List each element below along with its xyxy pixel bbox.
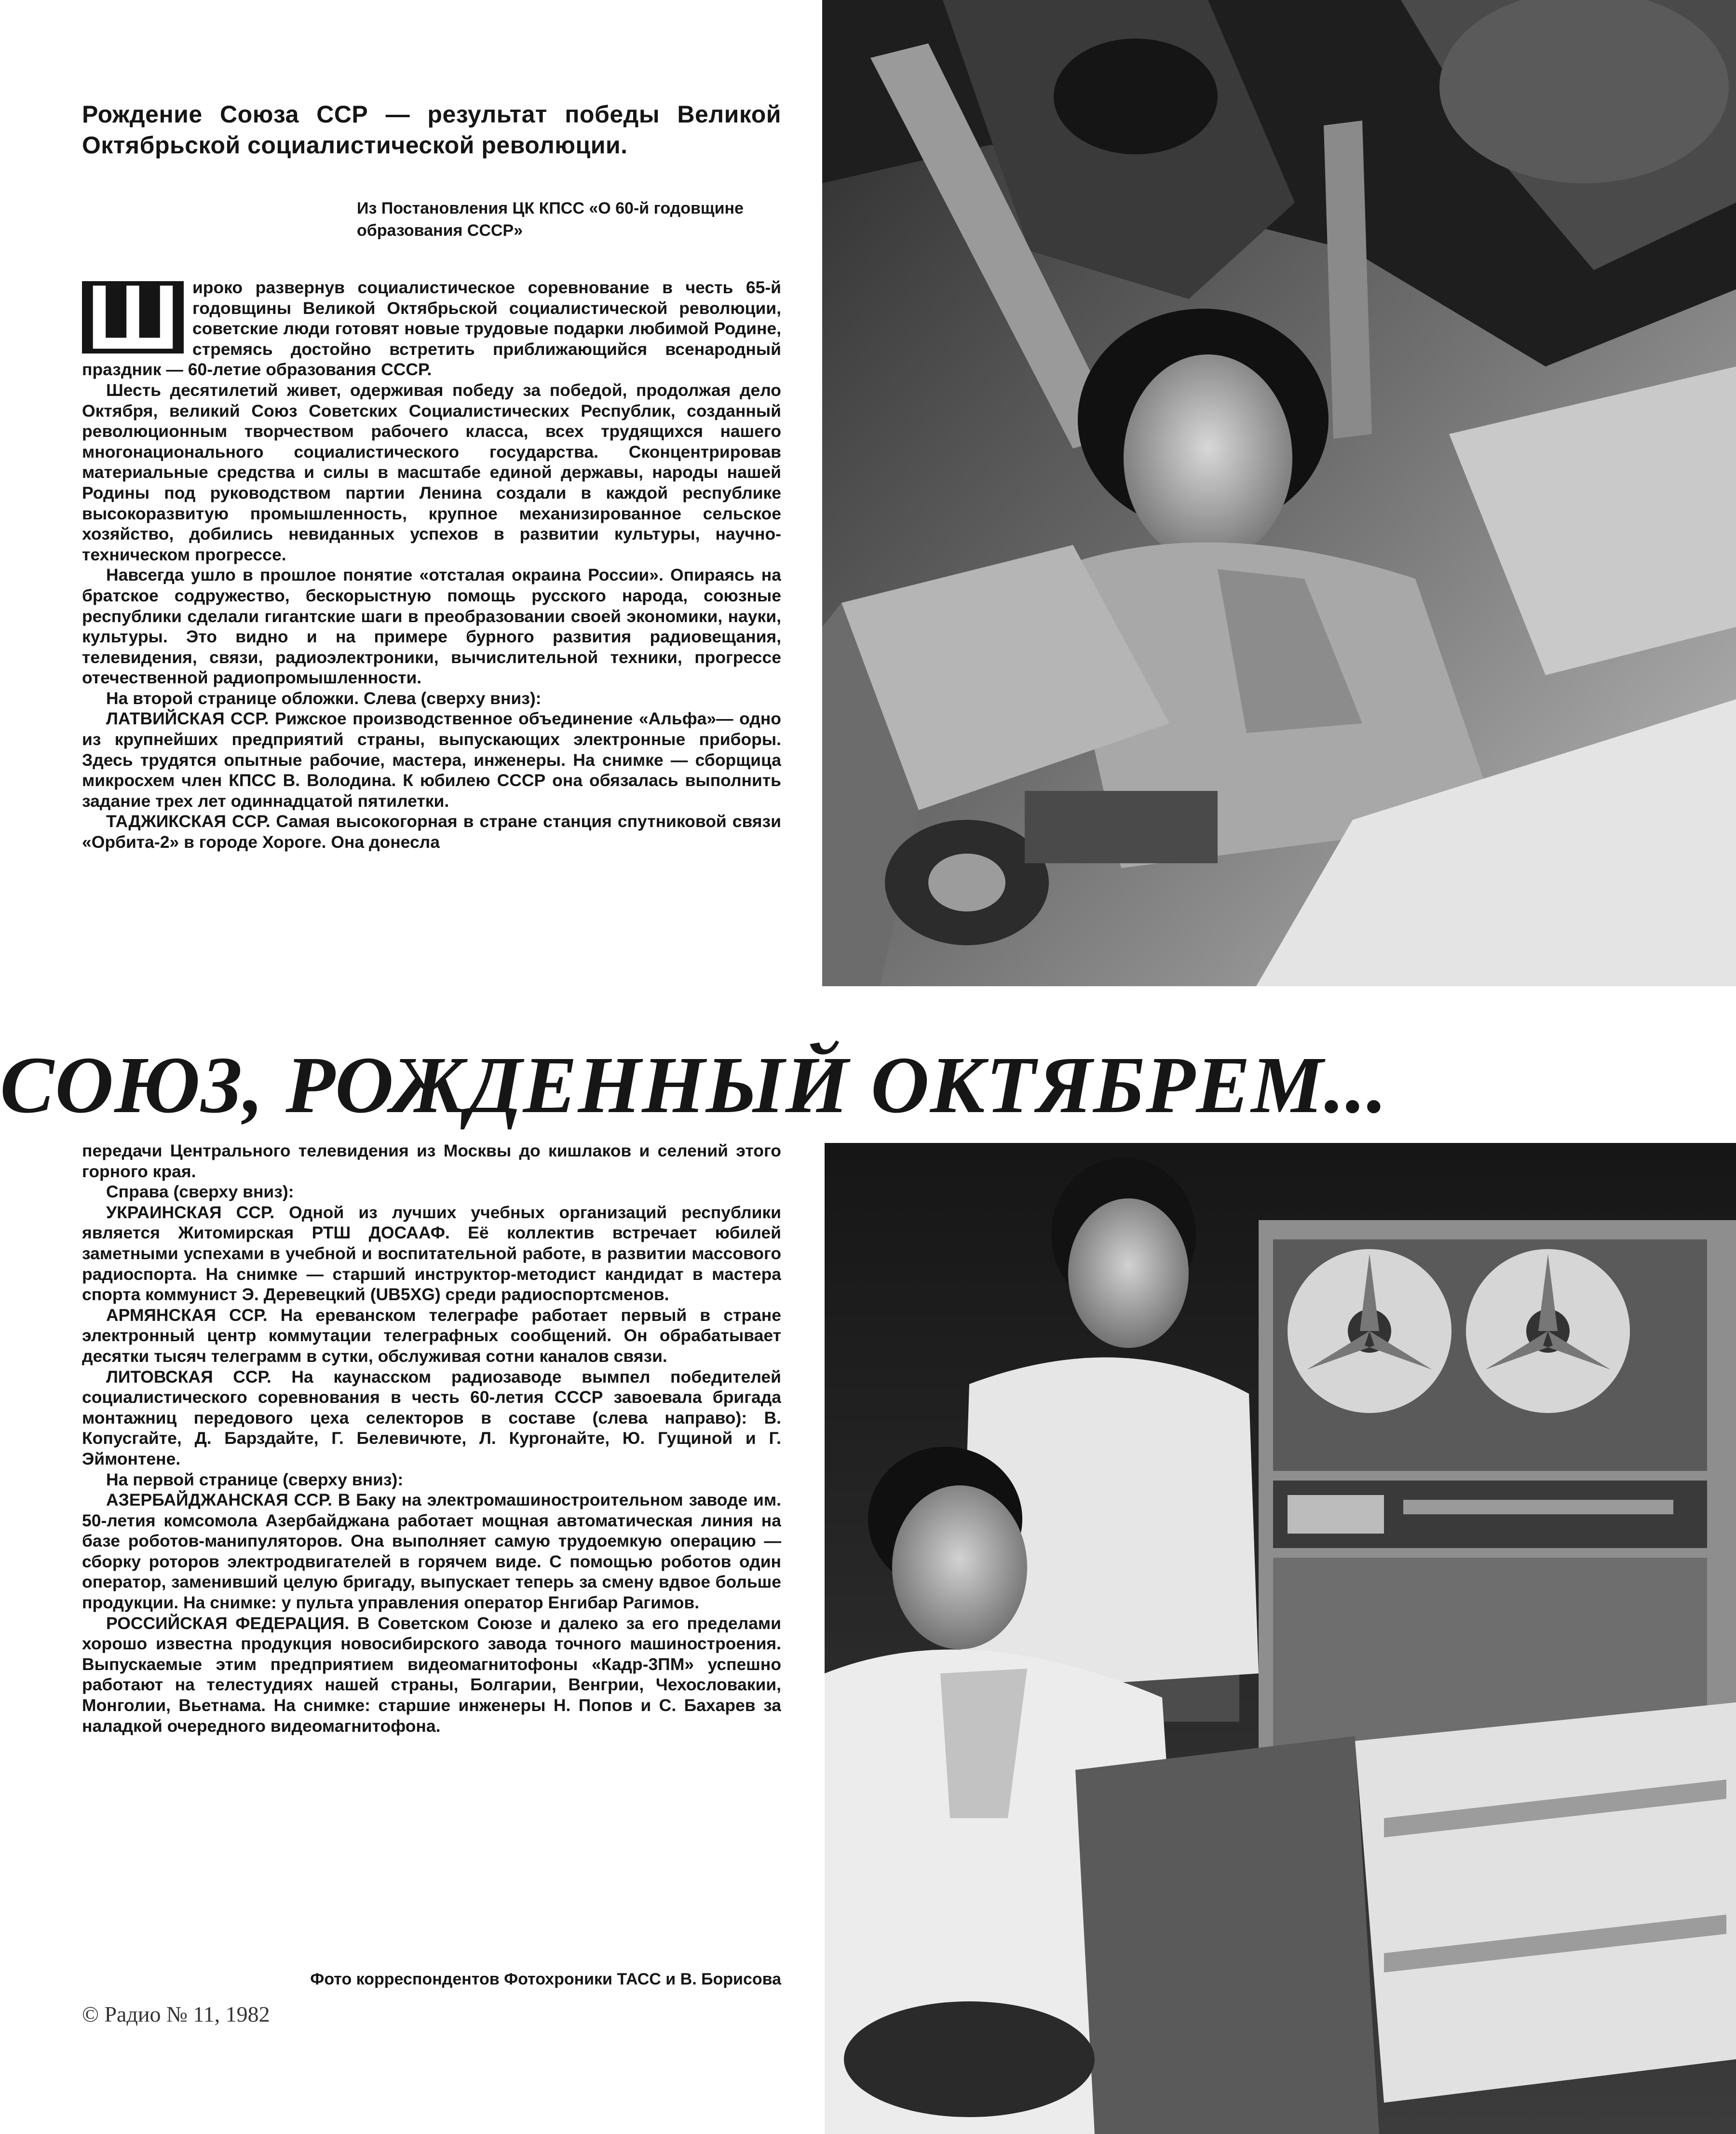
article-paragraph: На первой странице (сверху вниз): [106, 1469, 404, 1489]
photo-assembly-worker [822, 0, 1736, 986]
article-paragraph: АРМЯНСКАЯ ССР. На ереванском телеграфе работает первый в стране электронный центр коммутации телеграфных сообщений. Он обрабатывает десятки тысяч телеграмм в сутки, обслуживая сотни каналов связи. [82, 1305, 781, 1366]
article-paragraph: ЛАТВИЙСКАЯ ССР. Рижское производственное объединение «Альфа»— одно из крупнейших предприятий страны, выпускающих электронные приборы. Здесь трудятся опытные рабочие, мастера, инженеры. На снимке — сборщица микросхем член КПСС В. Володина. К юбилею СССР она обязалась выполнить задание трех лет одиннадцатой пятилетки. [82, 709, 781, 811]
epigraph-source: Из Постановления ЦК КПСС «О 60-й годовщине образования СССР» [357, 199, 744, 240]
article-paragraph: Навсегда ушло в прошлое понятие «отсталая окраина России». Опираясь на братское содружество, бескорыстную помощь русского народа, союзные республики сделали гигантские шаги в преобразовании своей экономики, науки, культуры. Это видно и на примере бурного развития радиовещания, телевидения, связи, радиоэлектроники, вычислительной техники, прогрессе отечественной радиопромышленности. [82, 565, 781, 688]
article-paragraph: ТАДЖИКСКАЯ ССР. Самая высокогорная в стране станция спутниковой связи «Орбита-2» в городе Хороге. Она донесла [82, 812, 781, 852]
headline: СОЮЗ, РОЖДЕННЫЙ ОКТЯБРЕМ... [0, 1040, 1388, 1130]
article-paragraph: Шесть десятилетий живет, одерживая победу за победой, продолжая дело Октября, великий Союз Советских Социалистических Республик, созданный революционным творчеством рабочего класса, всех трудящихся нашего многонационального социалистического государства. Сконцентрировав материальные средства и силы в масштабе единой державы, народы нашей Родины под руководством партии Ленина создали в каждой республике высокоразвитую промышленность, крупное механизированное сельское хозяйство, добились невиданных успехов в развитии культуры, научно-техническом прогрессе. [82, 380, 781, 564]
article-paragraph: АЗЕРБАЙДЖАНСКАЯ ССР. В Баку на электромашиностроительном заводе им. 50-летия комсомола Азербайджана работает мощная автоматическая линия на базе роботов-манипуляторов. Она выполняет самую трудоемкую операцию — сборку роторов электродвигателей в горячем виде. С помощью роботов один оператор, заменивший целую бригаду, выпускает теперь за смену вдвое больше продукции. На снимке: у пульта управления оператор Енгибар Рагимов. [82, 1490, 781, 1613]
article-paragraph: УКРАИНСКАЯ ССР. Одной из лучших учебных организаций республики является Житомирская РТШ ДОСААФ. Её коллектив встречает юбилей заметными успехами в учебной и воспитательной работе, в развитии массового радиоспорта. На снимке — старший инструктор-методист кандидат в мастера спорта коммунист Э. Деревецкий (UB5XG) среди радиоспортсменов. [82, 1202, 781, 1305]
drop-cap: Ш [82, 281, 184, 353]
article-paragraph: На второй странице обложки. Слева (сверху вниз): [106, 688, 542, 708]
article-paragraph: Справа (сверху вниз): [106, 1182, 294, 1202]
photo-video-recorder-engineers [825, 1143, 1736, 2134]
article-column-bottom [82, 1141, 781, 1941]
epigraph-text: Рождение Союза ССР — результат победы Великой Октябрьской социалистической революции. [82, 101, 781, 159]
article-paragraph: ЛИТОВСКАЯ ССР. На каунасском радиозаводе вымпел победителей социалистического соревнования в честь 60-летия СССР завоевала бригада монтажниц передового цеха селекторов в составе (слева направо): В. Копусгайте, Д. Барздайте, Г. Белевичюте, Л. Кургонайте, Ю. Гущиной и Г. Эймонтене. [82, 1367, 781, 1468]
copyright-line: © Радио № 11, 1982 [82, 2002, 270, 2026]
article-paragraph: РОССИЙСКАЯ ФЕДЕРАЦИЯ. В Советском Союзе и далеко за его пределами хорошо известна продукция новосибирского завода точного машиностроения. Выпускаемые этим предприятием видеомагнитофоны «Кадр-3ПМ» успешно работают на телестудиях нашей страны, Болгарии, Венгрии, Чехословакии, Монголии, Вьетнама. На снимке: старшие инженеры Н. Попов и С. Бахарев за наладкой очередного видеомагнитофона. [82, 1613, 781, 1736]
article-paragraph: Ш ироко развернув социалистическое соревнование в честь 65-й годовщины Великой Октябрьской социалистической революции, советские люди готовят новые трудовые подарки любимой Родине, стремясь достойно встретить приближающийся всенародный праздник — 60-летие образования СССР. [82, 277, 781, 380]
photo-credit: Фото корреспондентов Фотохроники ТАСС и В. Борисова [310, 1970, 781, 1988]
article-column-top [82, 277, 781, 991]
article-paragraph: передачи Центрального телевидения из Москвы до кишлаков и селений этого горного края. [82, 1141, 781, 1181]
